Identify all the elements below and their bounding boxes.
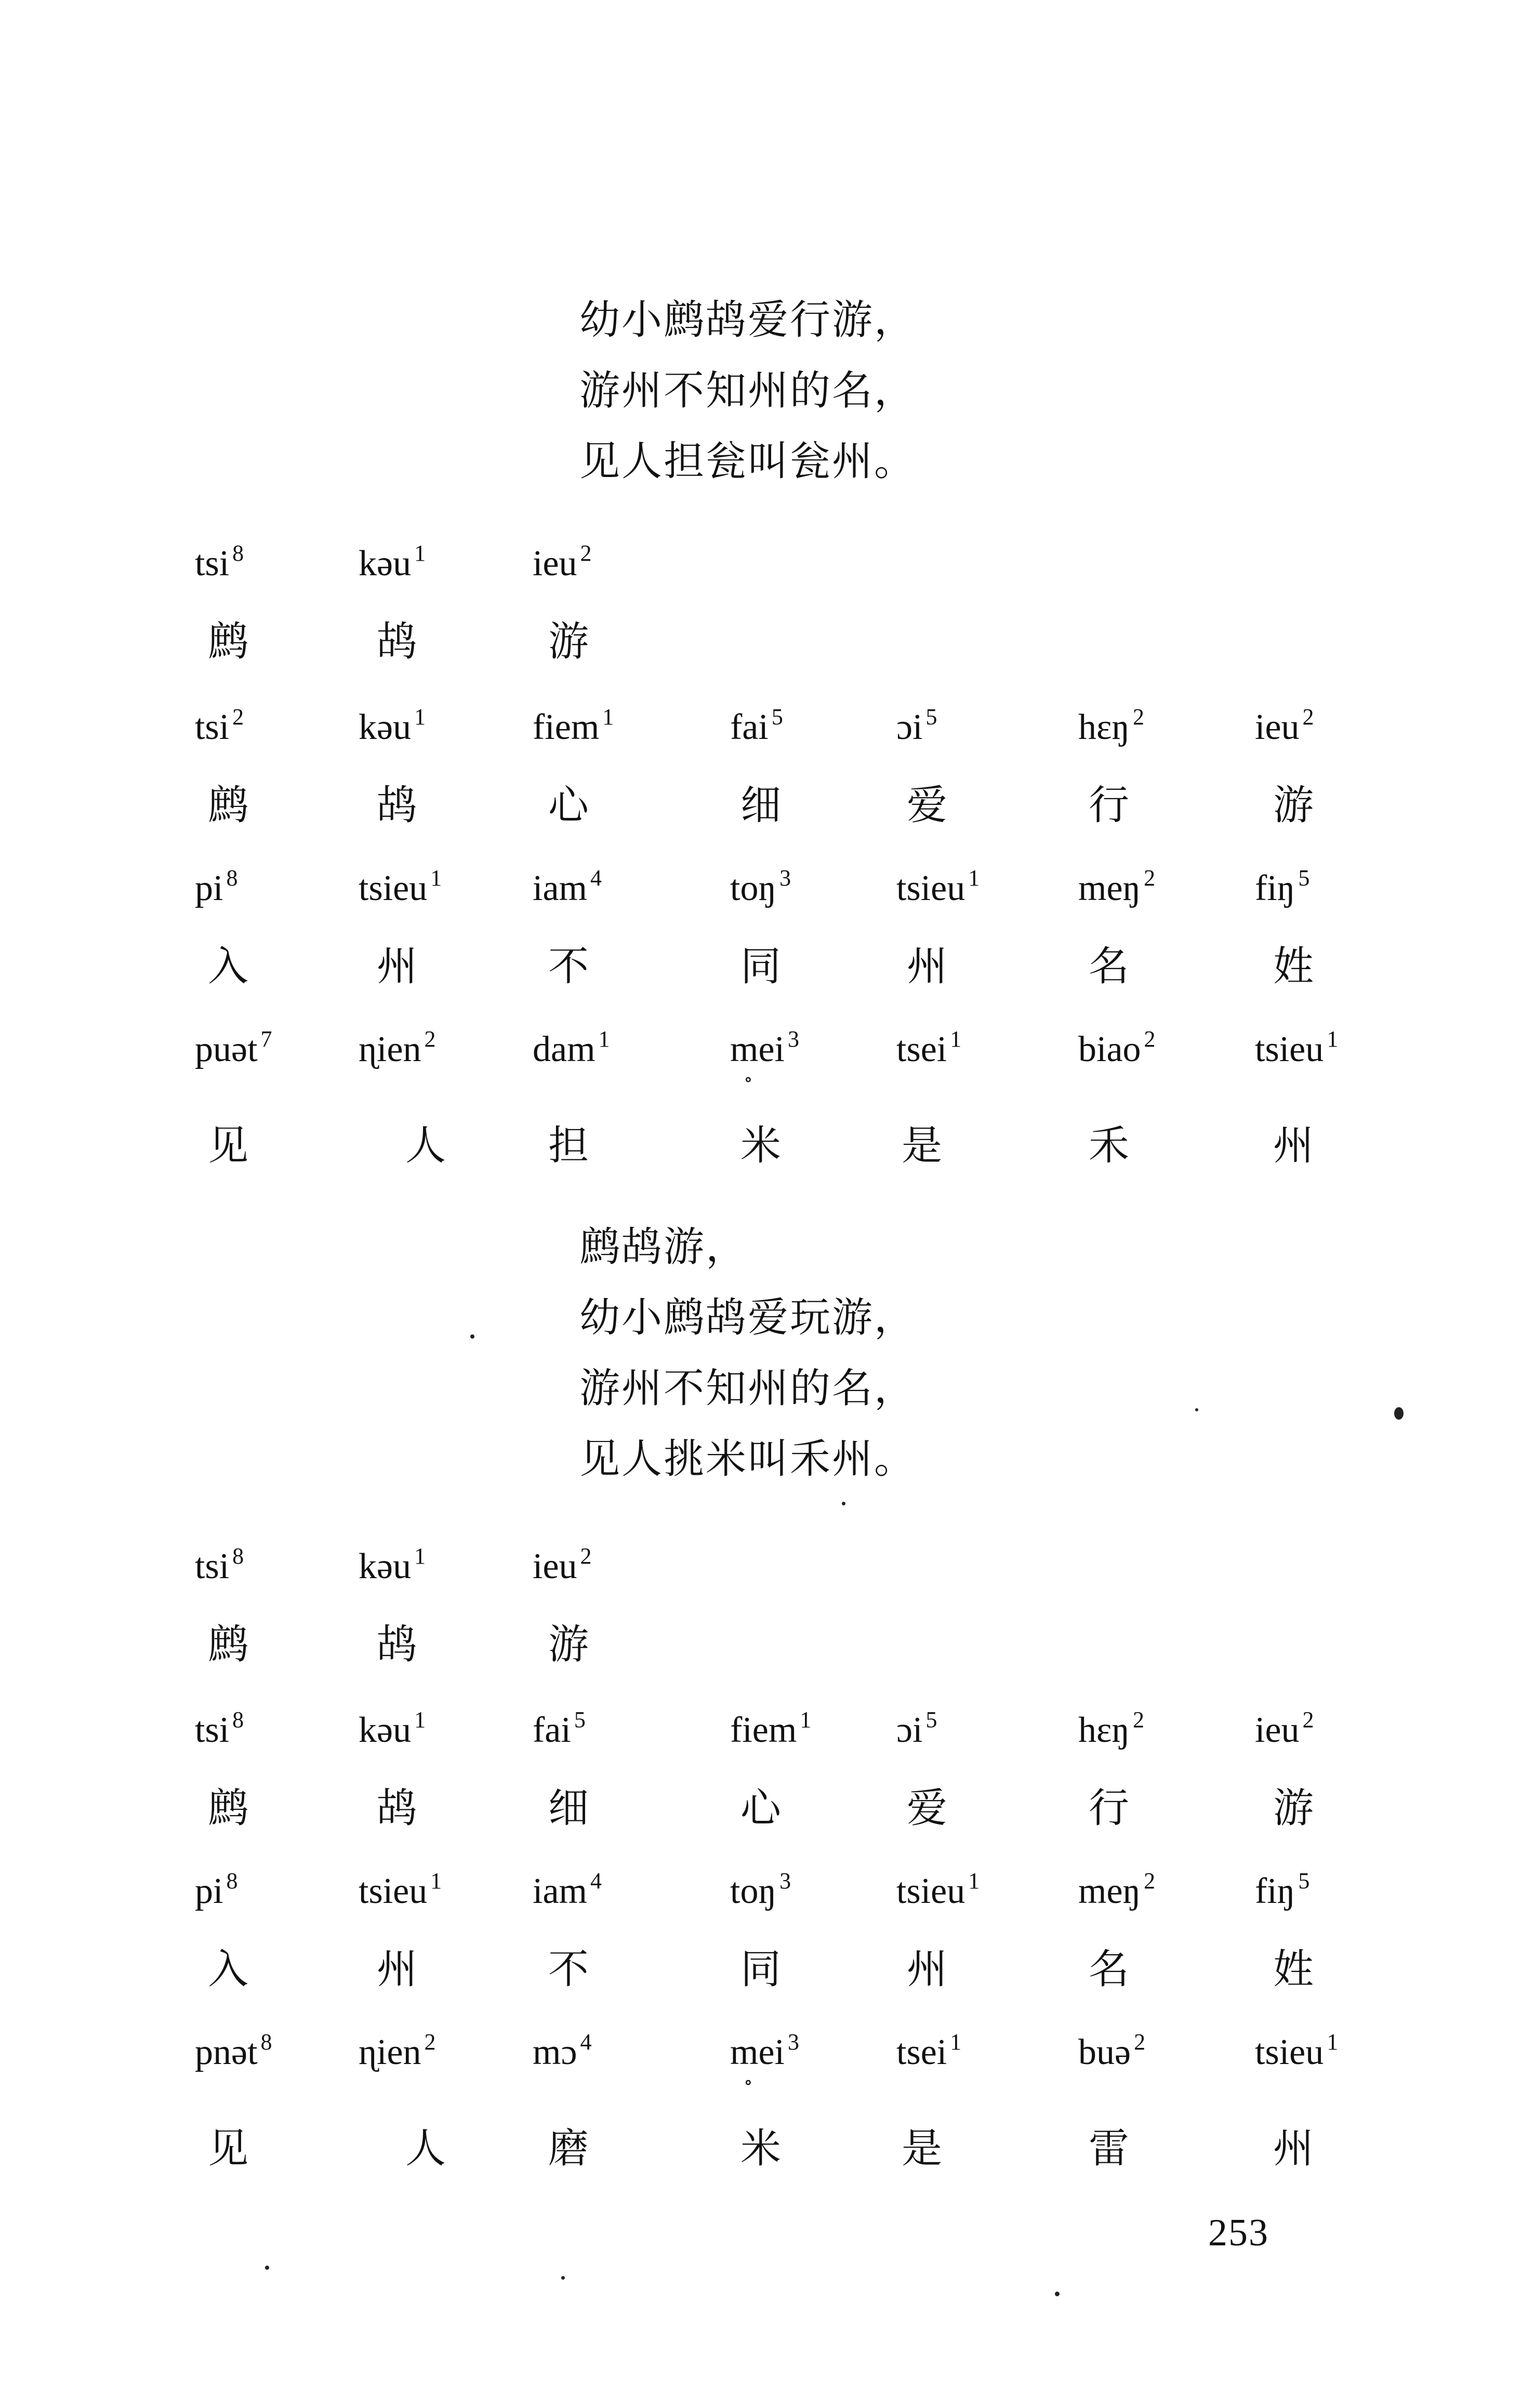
chinese-character: 是	[902, 2125, 943, 2172]
romanization-syllable	[1255, 865, 1309, 912]
syllable-text: ieu	[1255, 1710, 1300, 1750]
tone-number: 8	[232, 540, 244, 566]
chinese-character: 鹧	[208, 618, 249, 665]
romanization-row	[0, 1543, 1535, 1619]
chinese-character: 见	[208, 1122, 249, 1169]
syllable-text: tsieu	[359, 868, 428, 908]
chinese-character: 鸪	[377, 1621, 418, 1668]
romanization-syllable	[195, 1707, 244, 1754]
romanization-syllable	[730, 1868, 791, 1915]
tone-number: 1	[598, 1026, 610, 1052]
scan-speck	[1394, 1407, 1404, 1420]
chinese-character: 名	[1089, 943, 1130, 990]
chinese-character: 州	[377, 1946, 418, 1993]
character-row	[0, 941, 1535, 1026]
tone-number: 1	[414, 1706, 426, 1732]
syllable-text: kəu	[359, 707, 412, 747]
syllable-text: iam	[533, 1871, 587, 1911]
chinese-character: 禾	[1089, 1122, 1130, 1169]
chinese-character: 州	[907, 1946, 948, 1993]
tone-number: 5	[925, 704, 937, 730]
chinese-character: 见	[208, 2125, 249, 2172]
syllable-text: tsi	[195, 707, 230, 747]
tone-number: 1	[800, 1706, 812, 1732]
romanization-syllable	[359, 1543, 426, 1590]
syllable-text: fai	[730, 707, 769, 747]
chinese-character: 鹧	[208, 1785, 249, 1832]
romanization-syllable	[1255, 1707, 1314, 1754]
tone-number: 2	[232, 704, 244, 730]
chinese-character: 州	[907, 943, 948, 990]
verse-2	[579, 1212, 916, 1494]
tone-number: 4	[580, 2029, 592, 2055]
verse-line: 幼小鹧鸪爱玩游，	[579, 1294, 917, 1341]
chinese-character: 州	[1273, 2125, 1314, 2172]
romanization-syllable	[1078, 1868, 1155, 1915]
chinese-character: 不	[548, 1946, 589, 1993]
chinese-character: 米	[740, 1122, 782, 1169]
syllable-text: hɛŋ	[1078, 707, 1130, 747]
chinese-character: 人	[405, 1122, 446, 1169]
syllable-text: pi	[195, 1871, 223, 1911]
romanization-row	[0, 1868, 1535, 1943]
chinese-character: 行	[1089, 1785, 1130, 1832]
syllable-text: fiem	[730, 1710, 797, 1750]
chinese-character: 州	[377, 943, 418, 990]
syllable-text: kəu	[359, 1710, 412, 1750]
tone-number: 2	[424, 1026, 436, 1052]
syllable-text: mɔ	[533, 2032, 577, 2072]
romanization-syllable	[359, 2029, 436, 2076]
verse-1	[579, 285, 916, 497]
romanization-syllable	[730, 865, 791, 912]
syllable-text: puət	[195, 1029, 258, 1069]
romanization-syllable	[730, 704, 783, 751]
romanization-syllable	[533, 540, 592, 587]
chinese-character: 心	[740, 1785, 782, 1832]
syllable-text: tsi	[195, 1546, 230, 1586]
chinese-character: 鸪	[377, 1785, 418, 1832]
tone-number: 5	[771, 704, 783, 730]
syllable-text: biao	[1078, 1029, 1141, 1069]
romanization-syllable	[896, 704, 937, 751]
chinese-character: 心	[548, 782, 589, 829]
syllable-text: mei	[730, 2032, 785, 2072]
tone-number: 3	[787, 1026, 799, 1052]
tone-number: 3	[779, 865, 791, 891]
romanization-syllable	[533, 1868, 602, 1915]
chinese-character: 不	[548, 943, 589, 990]
tone-number: 3	[779, 1868, 791, 1894]
chinese-character: 鸪	[377, 782, 418, 829]
syllable-text: tsei	[896, 2032, 947, 2072]
scan-speck	[1195, 1408, 1198, 1411]
romanization-syllable	[1078, 704, 1144, 751]
tone-number: 1	[968, 1868, 980, 1894]
syllable-text: tsi	[195, 544, 230, 584]
syllable-text: meŋ	[1078, 1871, 1141, 1911]
chinese-character: 爱	[907, 1785, 948, 1832]
tone-number: 1	[430, 865, 442, 891]
tone-number: 5	[1298, 865, 1310, 891]
tone-number: 2	[1133, 704, 1145, 730]
emphasis-mark: ∘	[744, 1069, 753, 1090]
romanization-syllable	[1078, 2029, 1145, 2076]
romanization-syllable	[896, 2029, 961, 2076]
chinese-character: 游	[548, 618, 589, 665]
syllable-text: pnət	[195, 2032, 258, 2072]
romanization-syllable	[359, 1026, 436, 1073]
romanization-row	[0, 704, 1535, 779]
character-row	[0, 1782, 1535, 1868]
syllable-text: buə	[1078, 2032, 1131, 2072]
chinese-character: 是	[902, 1122, 943, 1169]
syllable-text: tsieu	[896, 1871, 965, 1911]
tone-number: 2	[1133, 1706, 1145, 1732]
syllable-text: tsieu	[359, 1871, 428, 1911]
tone-number: 2	[1302, 1706, 1314, 1732]
verse-line: 见人挑米叫禾州。	[579, 1436, 917, 1483]
romanization-syllable	[533, 704, 614, 751]
romanization-syllable	[730, 2029, 799, 2093]
romanization-row	[0, 865, 1535, 941]
tone-number: 1	[950, 2029, 962, 2055]
tone-number: 1	[1327, 1026, 1339, 1052]
verse-line: 鹧鸪游，	[579, 1224, 748, 1271]
syllable-text: ɔi	[896, 1710, 923, 1750]
scan-speck	[561, 2276, 565, 2280]
romanization-row	[0, 1026, 1535, 1120]
syllable-text: fai	[533, 1710, 571, 1750]
romanization-syllable	[359, 1707, 426, 1754]
chinese-character: 人	[405, 2125, 446, 2172]
syllable-text: ɔi	[896, 707, 923, 747]
tone-number: 2	[424, 2029, 436, 2055]
chinese-character: 磨	[548, 2125, 589, 2172]
romanization-syllable	[195, 2029, 272, 2076]
syllable-text: iam	[533, 868, 587, 908]
chinese-character: 细	[740, 782, 782, 829]
tone-number: 4	[590, 865, 602, 891]
tone-number: 8	[232, 1706, 244, 1732]
scan-speck	[1055, 2292, 1060, 2296]
romanization-syllable	[533, 2029, 592, 2076]
tone-number: 2	[1134, 2029, 1146, 2055]
scan-speck	[470, 1334, 474, 1339]
romanization-syllable	[533, 865, 602, 912]
tone-number: 2	[1144, 865, 1156, 891]
chinese-character: 游	[548, 1621, 589, 1668]
syllable-text: tsieu	[1255, 2032, 1324, 2072]
tone-number: 1	[968, 865, 980, 891]
syllable-text: ieu	[533, 1546, 577, 1586]
syllable-text: ɳien	[359, 1029, 421, 1069]
syllable-text: toŋ	[730, 1871, 777, 1911]
transcription-section-1	[0, 540, 1535, 1206]
romanization-syllable	[730, 1026, 799, 1090]
chinese-character: 爱	[907, 782, 948, 829]
romanization-syllable	[533, 1707, 586, 1754]
verse-line: 游州不知州的名，	[579, 367, 917, 414]
romanization-syllable	[1078, 1026, 1156, 1073]
romanization-row	[0, 1707, 1535, 1782]
chinese-character: 鹧	[208, 1621, 249, 1668]
verse-line: 幼小鹧鸪爱行游，	[579, 297, 917, 343]
chinese-character: 细	[548, 1785, 589, 1832]
tone-number: 3	[787, 2029, 799, 2055]
syllable-text: ieu	[533, 544, 577, 584]
chinese-character: 担	[548, 1122, 589, 1169]
tone-number: 2	[580, 540, 592, 566]
tone-number: 8	[260, 2029, 272, 2055]
tone-number: 1	[430, 1868, 442, 1894]
character-row	[0, 779, 1535, 865]
romanization-syllable	[896, 865, 980, 912]
romanization-row	[0, 540, 1535, 616]
tone-number: 2	[1302, 704, 1314, 730]
romanization-syllable	[1255, 2029, 1338, 2076]
chinese-character: 姓	[1273, 943, 1314, 990]
syllable-text: tsieu	[896, 868, 965, 908]
syllable-text: toŋ	[730, 868, 777, 908]
syllable-text: tsieu	[1255, 1029, 1324, 1069]
verse-line: 游州不知州的名，	[579, 1365, 917, 1412]
transcription-section-2	[0, 1543, 1535, 2208]
romanization-syllable	[195, 540, 244, 587]
syllable-text: ɳien	[359, 2032, 421, 2072]
character-row	[0, 2123, 1535, 2208]
emphasis-mark: ∘	[744, 2072, 753, 2093]
romanization-syllable	[359, 865, 442, 912]
tone-number: 7	[260, 1026, 272, 1052]
chinese-character: 入	[208, 943, 249, 990]
tone-number: 4	[590, 1868, 602, 1894]
tone-number: 8	[232, 1543, 244, 1569]
romanization-syllable	[195, 704, 244, 751]
syllable-text: dam	[533, 1029, 596, 1069]
chinese-character: 行	[1089, 782, 1130, 829]
tone-number: 2	[1144, 1026, 1156, 1052]
character-row	[0, 1943, 1535, 2029]
tone-number: 1	[414, 704, 426, 730]
syllable-text: fiem	[533, 707, 600, 747]
tone-number: 5	[925, 1706, 937, 1732]
syllable-text: pi	[195, 868, 223, 908]
chinese-character: 入	[208, 1946, 249, 1993]
romanization-syllable	[359, 1868, 442, 1915]
romanization-syllable	[1255, 1868, 1309, 1915]
romanization-syllable	[1255, 704, 1314, 751]
tone-number: 5	[574, 1706, 586, 1732]
tone-number: 8	[226, 865, 238, 891]
syllable-text: tsei	[896, 1029, 947, 1069]
verse-line: 见人担瓮叫瓮州。	[579, 438, 917, 485]
romanization-syllable	[896, 1868, 980, 1915]
chinese-character: 姓	[1273, 1946, 1314, 1993]
syllable-text: ieu	[1255, 707, 1300, 747]
chinese-character: 州	[1273, 1122, 1314, 1169]
chinese-character: 游	[1273, 782, 1314, 829]
chinese-character: 同	[740, 943, 782, 990]
romanization-syllable	[1078, 865, 1155, 912]
chinese-character: 鹧	[208, 782, 249, 829]
syllable-text: kəu	[359, 1546, 412, 1586]
romanization-syllable	[896, 1026, 961, 1073]
tone-number: 8	[226, 1868, 238, 1894]
scan-speck	[265, 2266, 269, 2270]
romanization-syllable	[1078, 1707, 1144, 1754]
syllable-text: meŋ	[1078, 868, 1141, 908]
romanization-syllable	[195, 1026, 272, 1073]
tone-number: 1	[414, 540, 426, 566]
character-row	[0, 1120, 1535, 1206]
chinese-character: 名	[1089, 1946, 1130, 1993]
tone-number: 5	[1298, 1868, 1310, 1894]
romanization-row	[0, 2029, 1535, 2123]
syllable-text: fiŋ	[1255, 1871, 1295, 1911]
romanization-syllable	[533, 1543, 592, 1590]
romanization-syllable	[195, 1868, 237, 1915]
chinese-character: 同	[740, 1946, 782, 1993]
tone-number: 1	[950, 1026, 962, 1052]
syllable-text: mei	[730, 1029, 785, 1069]
romanization-syllable	[195, 1543, 244, 1590]
romanization-syllable	[730, 1707, 811, 1754]
romanization-syllable	[533, 1026, 610, 1073]
scan-speck	[842, 1502, 845, 1505]
tone-number: 1	[414, 1543, 426, 1569]
tone-number: 2	[580, 1543, 592, 1569]
tone-number: 2	[1144, 1868, 1156, 1894]
character-row	[0, 616, 1535, 704]
page-number: 253	[1208, 2212, 1269, 2254]
romanization-syllable	[195, 865, 237, 912]
character-row	[0, 1619, 1535, 1707]
romanization-syllable	[896, 1707, 937, 1754]
romanization-syllable	[359, 540, 426, 587]
romanization-syllable	[359, 704, 426, 751]
chinese-character: 雷	[1089, 2125, 1130, 2172]
syllable-text: tsi	[195, 1710, 230, 1750]
syllable-text: kəu	[359, 544, 412, 584]
chinese-character: 鸪	[377, 618, 418, 665]
tone-number: 1	[1327, 2029, 1339, 2055]
syllable-text: fiŋ	[1255, 868, 1295, 908]
romanization-syllable	[1255, 1026, 1338, 1073]
chinese-character: 米	[740, 2125, 782, 2172]
chinese-character: 游	[1273, 1785, 1314, 1832]
syllable-text: hɛŋ	[1078, 1710, 1130, 1750]
tone-number: 1	[602, 704, 614, 730]
